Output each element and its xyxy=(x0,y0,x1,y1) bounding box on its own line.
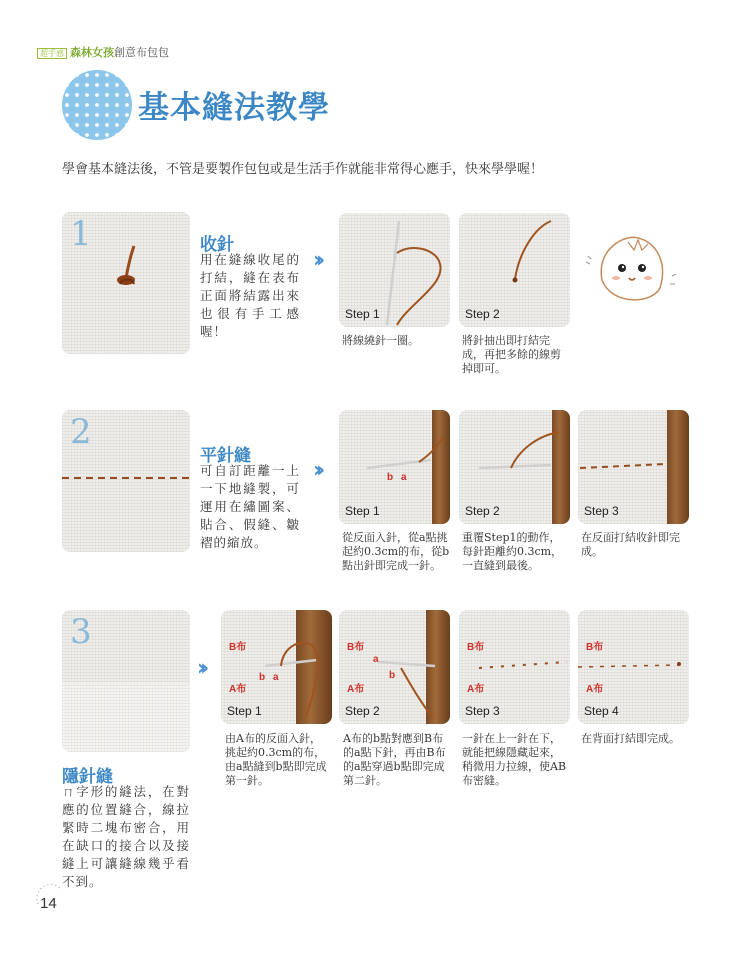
fabric-a-label: A布 xyxy=(229,684,247,695)
dumpling-mascot-illustration xyxy=(582,228,682,308)
step-label: Step 4 xyxy=(584,704,619,718)
point-b-label: b xyxy=(259,672,266,683)
step-label: Step 2 xyxy=(465,504,500,518)
series-header xyxy=(37,44,169,60)
section-3-step-3-photo xyxy=(459,610,570,724)
point-a-label: a xyxy=(401,472,407,483)
section-2-description: 可自訂距離一上一下地縫製，可運用在繡圖案、貼合、假縫、皺褶的縮放。 xyxy=(200,463,300,550)
series-subtitle: 創意布包包 xyxy=(114,46,169,59)
fabric-b-label: B布 xyxy=(467,642,485,653)
step-label: Step 3 xyxy=(584,504,619,518)
section-2-step-3-photo xyxy=(578,410,689,524)
step-label: Step 1 xyxy=(345,504,380,518)
point-a-label: a xyxy=(373,654,379,665)
step-caption: 將針抽出即打結完成，再把多餘的線剪掉即可。 xyxy=(462,334,561,375)
section-1-main-photo xyxy=(62,212,190,354)
section-2-main-photo xyxy=(62,410,190,552)
running-stitch-illustration xyxy=(62,410,190,552)
section-1-title: 收針 xyxy=(200,235,234,255)
section-1-step-1-photo xyxy=(339,213,450,327)
step-caption: 在背面打結即完成。 xyxy=(581,732,680,745)
step-caption: A布的b點對應到B布的a點下針，再由B布的a點穿過b點即完成第二針。 xyxy=(343,732,446,787)
step-label: Step 3 xyxy=(465,704,500,718)
step-caption: 從反面入針，從a點挑起約0.3cm的布，從b點出針即完成一針。 xyxy=(342,531,450,572)
step-caption: 在反面打結收針即完成。 xyxy=(581,531,680,558)
section-3-step-2-photo xyxy=(339,610,450,724)
fabric-b-label: B布 xyxy=(347,642,365,653)
section-3-title: 隱針縫 xyxy=(62,767,113,787)
fabric-a-label: A布 xyxy=(347,684,365,695)
page-number: 14 xyxy=(40,895,57,912)
polka-dot-circle xyxy=(62,70,132,140)
fabric-a-label: A布 xyxy=(586,684,604,695)
fabric-b-label: B布 xyxy=(586,642,604,653)
section-3-step-4-photo xyxy=(578,610,689,724)
intro-text: 學會基本縫法後，不管是要製作包包或是生活手作就能非常得心應手，快來學學喔！ xyxy=(62,162,544,177)
section-3-main-photo xyxy=(62,610,190,752)
section-3-description: ㄇ字形的縫法，在對應的位置縫合，線拉緊時二塊布密合，用在缺口的接合以及接縫上可讓縫線幾乎看不到。 xyxy=(62,784,190,889)
step-caption: 一針在上一針在下，就能把線隱藏起來，稍微用力拉線，使AB布密縫。 xyxy=(462,732,567,787)
section-3-step-1-photo xyxy=(221,610,332,724)
step-label: Step 2 xyxy=(345,704,380,718)
step-label: Step 1 xyxy=(227,704,262,718)
series-name: 森林女孩 xyxy=(70,46,114,59)
page-title: 基本縫法教學 xyxy=(138,90,330,126)
point-a-label: a xyxy=(273,672,279,683)
double-chevron-right-icon: ›› xyxy=(313,458,320,483)
section-number: 1 xyxy=(70,214,92,254)
point-b-label: b xyxy=(387,472,394,483)
fabric-bottom xyxy=(62,685,190,752)
step-label: Step 1 xyxy=(345,307,380,321)
step-caption: 重覆Step1的動作，每針距離約0.3cm，一直縫到最後。 xyxy=(462,531,563,572)
section-2-step-1-photo xyxy=(339,410,450,524)
knot-illustration xyxy=(62,212,190,354)
section-number: 2 xyxy=(70,412,92,452)
section-1-description: 用在縫線收尾的打結，縫在表布正面將結露出來也很有手工感喔！ xyxy=(200,252,300,339)
section-2-step-2-photo xyxy=(459,410,570,524)
double-chevron-right-icon: ›› xyxy=(197,656,204,681)
point-b-label: b xyxy=(389,670,396,681)
section-1-step-2-photo xyxy=(459,213,570,327)
section-2-title: 平針縫 xyxy=(200,446,251,466)
fabric-b-label: B布 xyxy=(229,642,247,653)
step-caption: 將線繞針一圈。 xyxy=(342,334,419,347)
section-number: 3 xyxy=(70,612,92,652)
fabric-a-label: A布 xyxy=(467,684,485,695)
step-label: Step 2 xyxy=(465,307,500,321)
step-caption: 由A布的反面入針，挑起約0.3cm的布，由a點縫到b點即完成第一針。 xyxy=(225,732,327,787)
double-chevron-right-icon: ›› xyxy=(313,248,320,273)
series-badge: 超手感 xyxy=(37,48,67,59)
